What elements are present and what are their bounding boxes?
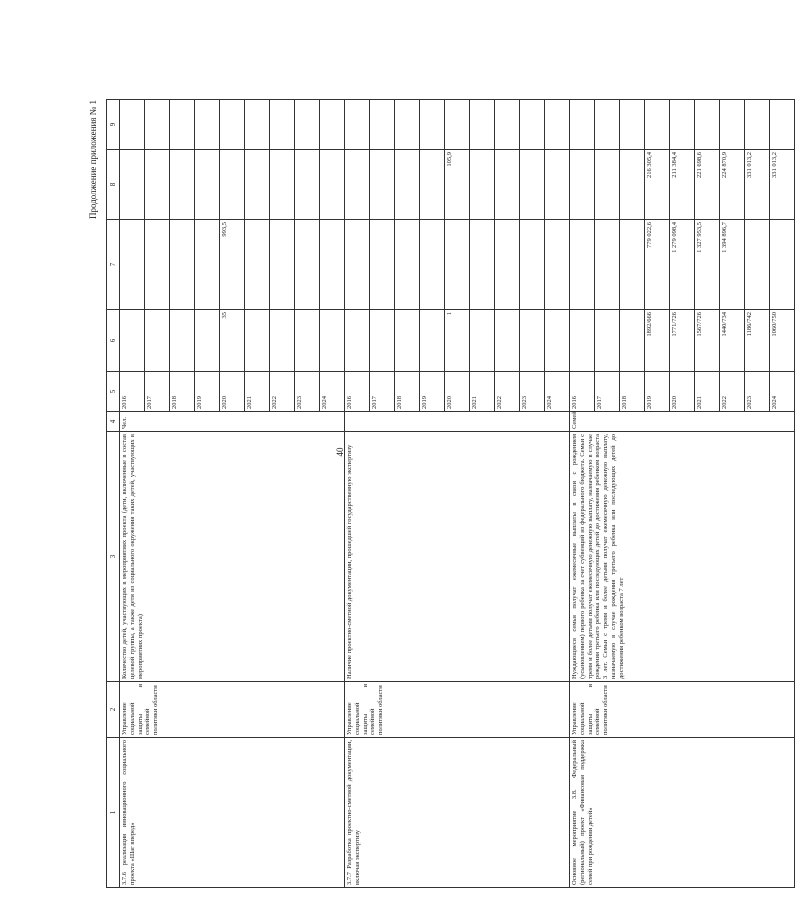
column-number: 8 (107, 150, 120, 220)
column-number: 6 (107, 310, 120, 372)
value-cell-c8 (720, 100, 745, 150)
value-cell-c8 (420, 100, 445, 150)
value-cell-c6 (270, 220, 295, 310)
year-cell: 2018 (170, 372, 195, 412)
column-number: 1 (107, 738, 120, 888)
value-cell-c8 (770, 100, 795, 150)
year-cell: 2021 (245, 372, 270, 412)
value-cell-c5 (395, 310, 420, 372)
column-number: 9 (107, 100, 120, 150)
year-cell: 2020 (220, 372, 245, 412)
value-cell-c8 (695, 100, 720, 150)
year-cell: 2024 (770, 372, 795, 412)
value-cell-c7 (295, 150, 320, 220)
value-cell-c6 (620, 220, 645, 310)
value-cell-c5 (170, 310, 195, 372)
measure-cell: 3.7.6 реализация инновационного социального проекта «Шаг вперед» (120, 738, 345, 888)
year-cell: 2017 (595, 372, 620, 412)
value-cell-c7 (245, 150, 270, 220)
value-cell-c6: 779 022,6 (645, 220, 670, 310)
year-cell: 2020 (670, 372, 695, 412)
value-cell-c5 (345, 310, 370, 372)
value-cell-c8 (245, 100, 270, 150)
value-cell-c7: 105,9 (445, 150, 470, 220)
value-cell-c8 (545, 100, 570, 150)
continuation-note: Продолжение приложения № 1 (88, 100, 98, 220)
year-cell: 2019 (195, 372, 220, 412)
value-cell-c6 (545, 220, 570, 310)
value-cell-c8 (495, 100, 520, 150)
value-cell-c5 (570, 310, 595, 372)
year-cell: 2017 (370, 372, 395, 412)
year-cell: 2023 (520, 372, 545, 412)
value-cell-c5: 1892/666 (645, 310, 670, 372)
value-cell-c7: 331 013,2 (745, 150, 770, 220)
value-cell-c7 (220, 150, 245, 220)
rotated-page (88, 100, 778, 888)
value-cell-c7 (120, 150, 145, 220)
year-cell: 2022 (270, 372, 295, 412)
value-cell-c7 (545, 150, 570, 220)
column-number: 7 (107, 220, 120, 310)
value-cell-c7: 211 384,4 (670, 150, 695, 220)
measure-cell: Основное мероприятие 3.8. Федеральный (региональный) проект «Финансовая поддержка семей при рождении детей» (570, 738, 795, 888)
executor-cell: Управление социальной защиты и семейной политики области (345, 682, 570, 738)
column-number-row (107, 100, 120, 888)
year-cell: 2020 (445, 372, 470, 412)
value-cell-c7 (470, 150, 495, 220)
value-cell-c6 (770, 220, 795, 310)
program-table (106, 99, 795, 888)
value-cell-c5 (520, 310, 545, 372)
value-cell-c8 (445, 100, 470, 150)
value-cell-c7: 216 305,4 (645, 150, 670, 220)
value-cell-c8 (270, 100, 295, 150)
value-cell-c7 (495, 150, 520, 220)
value-cell-c8 (395, 100, 420, 150)
value-cell-c8 (195, 100, 220, 150)
indicator-cell: Нуждающиеся семьи получат ежемесячные выплаты в связи с рождением (усыновлением) первого ребенка за счет субвенций из федерального бюджета. Семьи с тремя и более детьми получат ежемесячную денежную выплату, назначаемую в случае рождения третьего ребенка или последующих детей до достижения ребенком возраста 3 лет. Семьи с тремя и более детьми получат ежемесячную денежную выплату, назначаемую в случае рождения третьего ребенка или последующих детей до достижения ребенком возраста 7 лет (570, 432, 795, 682)
year-cell: 2022 (495, 372, 520, 412)
value-cell-c8 (470, 100, 495, 150)
value-cell-c6 (495, 220, 520, 310)
value-cell-c8 (345, 100, 370, 150)
value-cell-c6: 1 327 953,5 (695, 220, 720, 310)
value-cell-c5 (320, 310, 345, 372)
value-cell-c8 (320, 100, 345, 150)
value-cell-c8 (295, 100, 320, 150)
column-number: 5 (107, 372, 120, 412)
value-cell-c6 (320, 220, 345, 310)
value-cell-c5 (620, 310, 645, 372)
year-cell: 2021 (695, 372, 720, 412)
value-cell-c6 (145, 220, 170, 310)
value-cell-c6 (295, 220, 320, 310)
value-cell-c7 (320, 150, 345, 220)
value-cell-c5 (370, 310, 395, 372)
year-cell: 2021 (470, 372, 495, 412)
value-cell-c8 (370, 100, 395, 150)
value-cell-c8 (645, 100, 670, 150)
value-cell-c6 (420, 220, 445, 310)
column-number: 2 (107, 682, 120, 738)
page-number: 40 (335, 447, 345, 457)
year-cell: 2024 (545, 372, 570, 412)
value-cell-c7 (270, 150, 295, 220)
value-cell-c6: 993,5 (220, 220, 245, 310)
year-cell: 2018 (620, 372, 645, 412)
value-cell-c6 (245, 220, 270, 310)
year-cell: 2023 (295, 372, 320, 412)
value-cell-c7 (395, 150, 420, 220)
column-number: 3 (107, 432, 120, 682)
value-cell-c6 (445, 220, 470, 310)
year-cell: 2016 (345, 372, 370, 412)
year-cell: 2024 (320, 372, 345, 412)
indicator-cell: Количество детей, участвующих в мероприятиях проекта (дети, включенные в состав целевой группы, а также дети из социального окружения таких детей, участвующих в мероприятиях проекта) (120, 432, 345, 682)
value-cell-c5 (295, 310, 320, 372)
column-number: 4 (107, 412, 120, 432)
year-cell: 2023 (745, 372, 770, 412)
value-cell-c5 (545, 310, 570, 372)
value-cell-c5 (420, 310, 445, 372)
value-cell-c7 (345, 150, 370, 220)
table-row (120, 100, 145, 888)
indicator-cell: Наличие проектно-сметной документации, прошедшей государственную экспертизу (345, 432, 570, 682)
value-cell-c6 (345, 220, 370, 310)
value-cell-c7 (170, 150, 195, 220)
value-cell-c7: 331 013,2 (770, 150, 795, 220)
value-cell-c7 (595, 150, 620, 220)
value-cell-c6 (170, 220, 195, 310)
value-cell-c5 (245, 310, 270, 372)
value-cell-c7 (195, 150, 220, 220)
value-cell-c7 (420, 150, 445, 220)
value-cell-c5: 1186/742 (745, 310, 770, 372)
year-cell: 2018 (395, 372, 420, 412)
value-cell-c8 (220, 100, 245, 150)
unit-cell: Семей (570, 412, 795, 432)
value-cell-c6 (120, 220, 145, 310)
executor-cell: Управление социальной защиты и семейной политики области (570, 682, 795, 738)
value-cell-c8 (120, 100, 145, 150)
value-cell-c6 (745, 220, 770, 310)
value-cell-c7: 221 698,6 (695, 150, 720, 220)
year-cell: 2022 (720, 372, 745, 412)
year-cell: 2019 (420, 372, 445, 412)
value-cell-c5 (270, 310, 295, 372)
value-cell-c5: 1060/750 (770, 310, 795, 372)
value-cell-c5 (195, 310, 220, 372)
table-row (345, 100, 370, 888)
measure-cell: 3.7.7 Разработка проектно-сметной документации, включая экспертизу (345, 738, 570, 888)
value-cell-c6 (370, 220, 395, 310)
year-cell: 2016 (570, 372, 595, 412)
table-row (570, 100, 595, 888)
value-cell-c5 (495, 310, 520, 372)
value-cell-c6 (520, 220, 545, 310)
value-cell-c5: 1440/734 (720, 310, 745, 372)
value-cell-c6: 1 394 896,7 (720, 220, 745, 310)
value-cell-c6 (595, 220, 620, 310)
value-cell-c6: 1 279 098,4 (670, 220, 695, 310)
value-cell-c5 (595, 310, 620, 372)
year-cell: 2017 (145, 372, 170, 412)
unit-cell: Чел. (120, 412, 345, 432)
value-cell-c5: 35 (220, 310, 245, 372)
value-cell-c8 (145, 100, 170, 150)
year-cell: 2019 (645, 372, 670, 412)
value-cell-c8 (520, 100, 545, 150)
value-cell-c7: 224 870,9 (720, 150, 745, 220)
value-cell-c5 (145, 310, 170, 372)
value-cell-c7 (520, 150, 545, 220)
value-cell-c8 (745, 100, 770, 150)
value-cell-c7 (370, 150, 395, 220)
value-cell-c8 (570, 100, 595, 150)
value-cell-c6 (195, 220, 220, 310)
value-cell-c8 (620, 100, 645, 150)
value-cell-c7 (620, 150, 645, 220)
value-cell-c5: 1 (445, 310, 470, 372)
value-cell-c8 (595, 100, 620, 150)
value-cell-c6 (470, 220, 495, 310)
value-cell-c5: 1771/726 (670, 310, 695, 372)
executor-cell: Управление социальной защиты и семейной политики области (120, 682, 345, 738)
year-cell: 2016 (120, 372, 145, 412)
value-cell-c7 (145, 150, 170, 220)
value-cell-c8 (170, 100, 195, 150)
value-cell-c7 (570, 150, 595, 220)
value-cell-c6 (570, 220, 595, 310)
value-cell-c8 (670, 100, 695, 150)
value-cell-c5 (120, 310, 145, 372)
value-cell-c5: 1567/726 (695, 310, 720, 372)
value-cell-c5 (470, 310, 495, 372)
value-cell-c6 (395, 220, 420, 310)
unit-cell (345, 412, 570, 432)
